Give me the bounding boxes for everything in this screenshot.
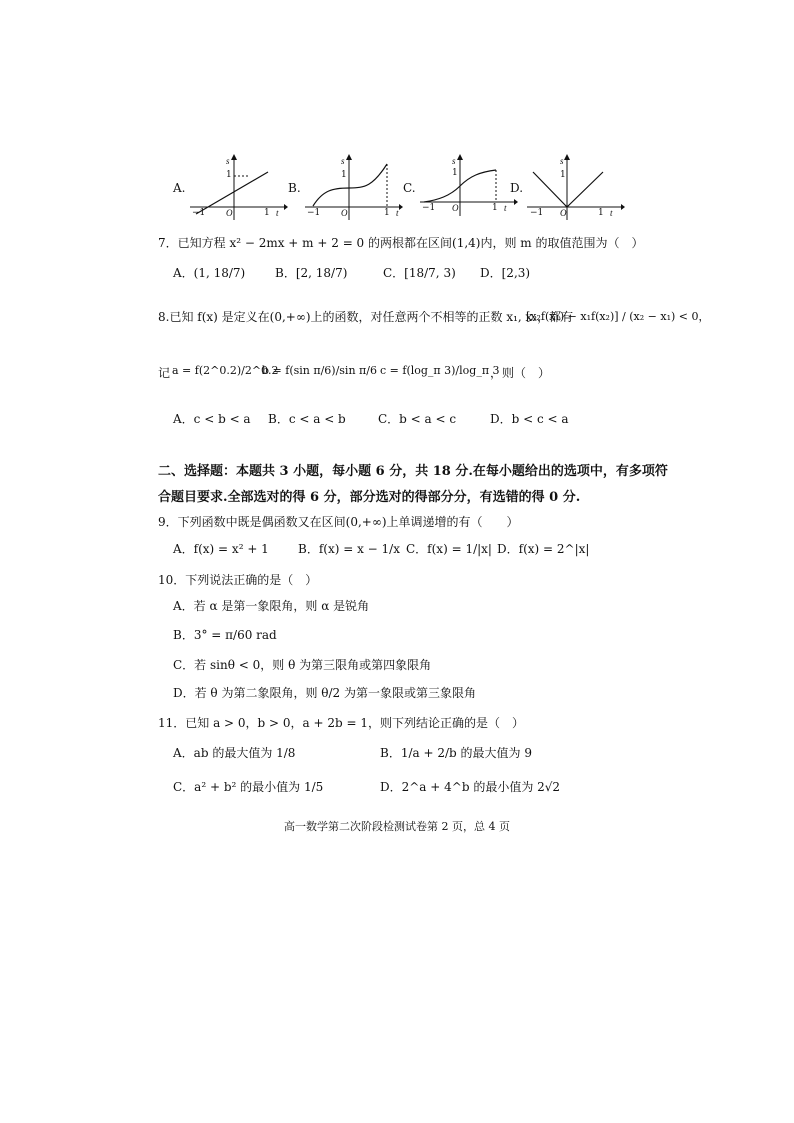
q10-option-b: B．3° = π/60 rad xyxy=(173,628,277,642)
graph-c-neg-one: −1 xyxy=(422,203,436,213)
graph-b-origin: O xyxy=(341,208,348,218)
graph-c-one-x: 1 xyxy=(492,203,498,213)
q9-option-c: C．f(x) = 1/|x| xyxy=(406,542,492,556)
q8-b-definition: b = f(sin π/6)/sin π/6 xyxy=(262,364,377,377)
graph-a-one-x: 1 xyxy=(264,208,270,218)
graph-option-c-label: C. xyxy=(403,181,416,195)
graph-c-s-label: s xyxy=(452,156,456,166)
graph-c-one-y: 1 xyxy=(452,168,458,178)
graph-d-neg-one: −1 xyxy=(530,208,544,218)
graph-d-origin: O xyxy=(560,208,567,218)
graph-d-one-x: 1 xyxy=(598,208,604,218)
q7-stem: 7．已知方程 x² − 2mx + m + 2 = 0 的两根都在区间(1,4)内，则 m 的取值范围为（ ） xyxy=(158,236,644,250)
q10-option-c: C．若 sinθ < 0，则 θ 为第三限角或第四象限角 xyxy=(173,658,432,672)
q11-option-d: D．2^a + 4^b 的最小值为 2√2 xyxy=(380,780,561,794)
q8-def-tail: ，则（ ） xyxy=(490,366,551,380)
q10-option-a: A．若 α 是第一象限角，则 α 是锐角 xyxy=(173,599,370,613)
q8-c-definition: c = f(log_π 3)/log_π 3 xyxy=(380,364,500,377)
graph-option-b-label: B. xyxy=(288,181,301,195)
q9-stem: 9．下列函数中既是偶函数又在区间(0,+∞)上单调递增的有（ ） xyxy=(158,515,519,529)
q9-option-b: B．f(x) = x − 1/x xyxy=(298,542,400,556)
graph-option-d-label: D. xyxy=(510,181,524,195)
graph-d-one-y: 1 xyxy=(560,170,566,180)
q8-option-a: A．c < b < a xyxy=(173,412,251,426)
graph-b-one-x: 1 xyxy=(384,208,390,218)
q11-stem: 11．已知 a > 0，b > 0，a + 2b = 1，则下列结论正确的是（ ） xyxy=(158,716,525,730)
q8-option-c: C．b < a < c xyxy=(378,412,457,426)
q7-option-b: B．[2, 18/7) xyxy=(275,266,348,280)
q11-option-b: B．1/a + 2/b 的最大值为 9 xyxy=(380,746,532,760)
page-footer: 高一数学第二次阶段检测试卷第 2 页，总 4 页 xyxy=(284,820,510,833)
q7-option-a: A．(1, 18/7) xyxy=(173,266,246,280)
graph-option-a-label: A. xyxy=(173,181,186,195)
graph-c-origin: O xyxy=(452,203,459,213)
q7-option-c: C．[18/7, 3) xyxy=(383,266,456,280)
q11-option-a: A．ab 的最大值为 1/8 xyxy=(173,746,296,760)
graph-a-origin: O xyxy=(226,208,233,218)
q8-option-d: D．b < c < a xyxy=(490,412,569,426)
graph-d-s-label: s xyxy=(560,156,564,166)
graph-a-t-label: t xyxy=(276,208,279,218)
q9-option-a: A．f(x) = x² + 1 xyxy=(173,542,269,556)
graph-b-t-label: t xyxy=(396,208,399,218)
graph-b-one-y: 1 xyxy=(341,170,347,180)
q9-option-d: D．f(x) = 2^|x| xyxy=(497,542,590,556)
q8-stem-condition: [x₂f(x₁) − x₁f(x₂)] / (x₂ − x₁) < 0， xyxy=(526,310,710,323)
section2-heading-line2: 合题目要求.全部选对的得 6 分，部分选对的得部分分，有选错的得 0 分. xyxy=(158,490,581,505)
q8-option-b: B．c < a < b xyxy=(268,412,346,426)
q7-option-d: D．[2,3) xyxy=(480,266,531,280)
q11-option-c: C．a² + b² 的最小值为 1/5 xyxy=(173,780,324,794)
q8-def-lead: 记 xyxy=(158,366,171,380)
q10-stem: 10．下列说法正确的是（ ） xyxy=(158,573,318,587)
graph-b-s-label: s xyxy=(341,156,345,166)
graph-b-neg-one: −1 xyxy=(307,208,321,218)
section2-heading-line1: 二、选择题：本题共 3 小题，每小题 6 分，共 18 分.在每小题给出的选项中，有多项符 xyxy=(158,464,668,479)
graph-a-neg-one: −1 xyxy=(192,208,206,218)
graph-d-t-label: t xyxy=(610,208,613,218)
q8-a-definition: a = f(2^0.2)/2^0.2 xyxy=(172,364,279,377)
graph-a-s-label: s xyxy=(226,156,230,166)
q10-option-d: D．若 θ 为第二象限角，则 θ/2 为第一象限或第三象限角 xyxy=(173,686,477,700)
graph-a-one-y: 1 xyxy=(226,170,232,180)
graph-c-t-label: t xyxy=(504,203,507,213)
q8-stem-lead: 8.已知 f(x) 是定义在(0,+∞)上的函数，对任意两个不相等的正数 x₁, x₂，都有 xyxy=(158,310,574,324)
